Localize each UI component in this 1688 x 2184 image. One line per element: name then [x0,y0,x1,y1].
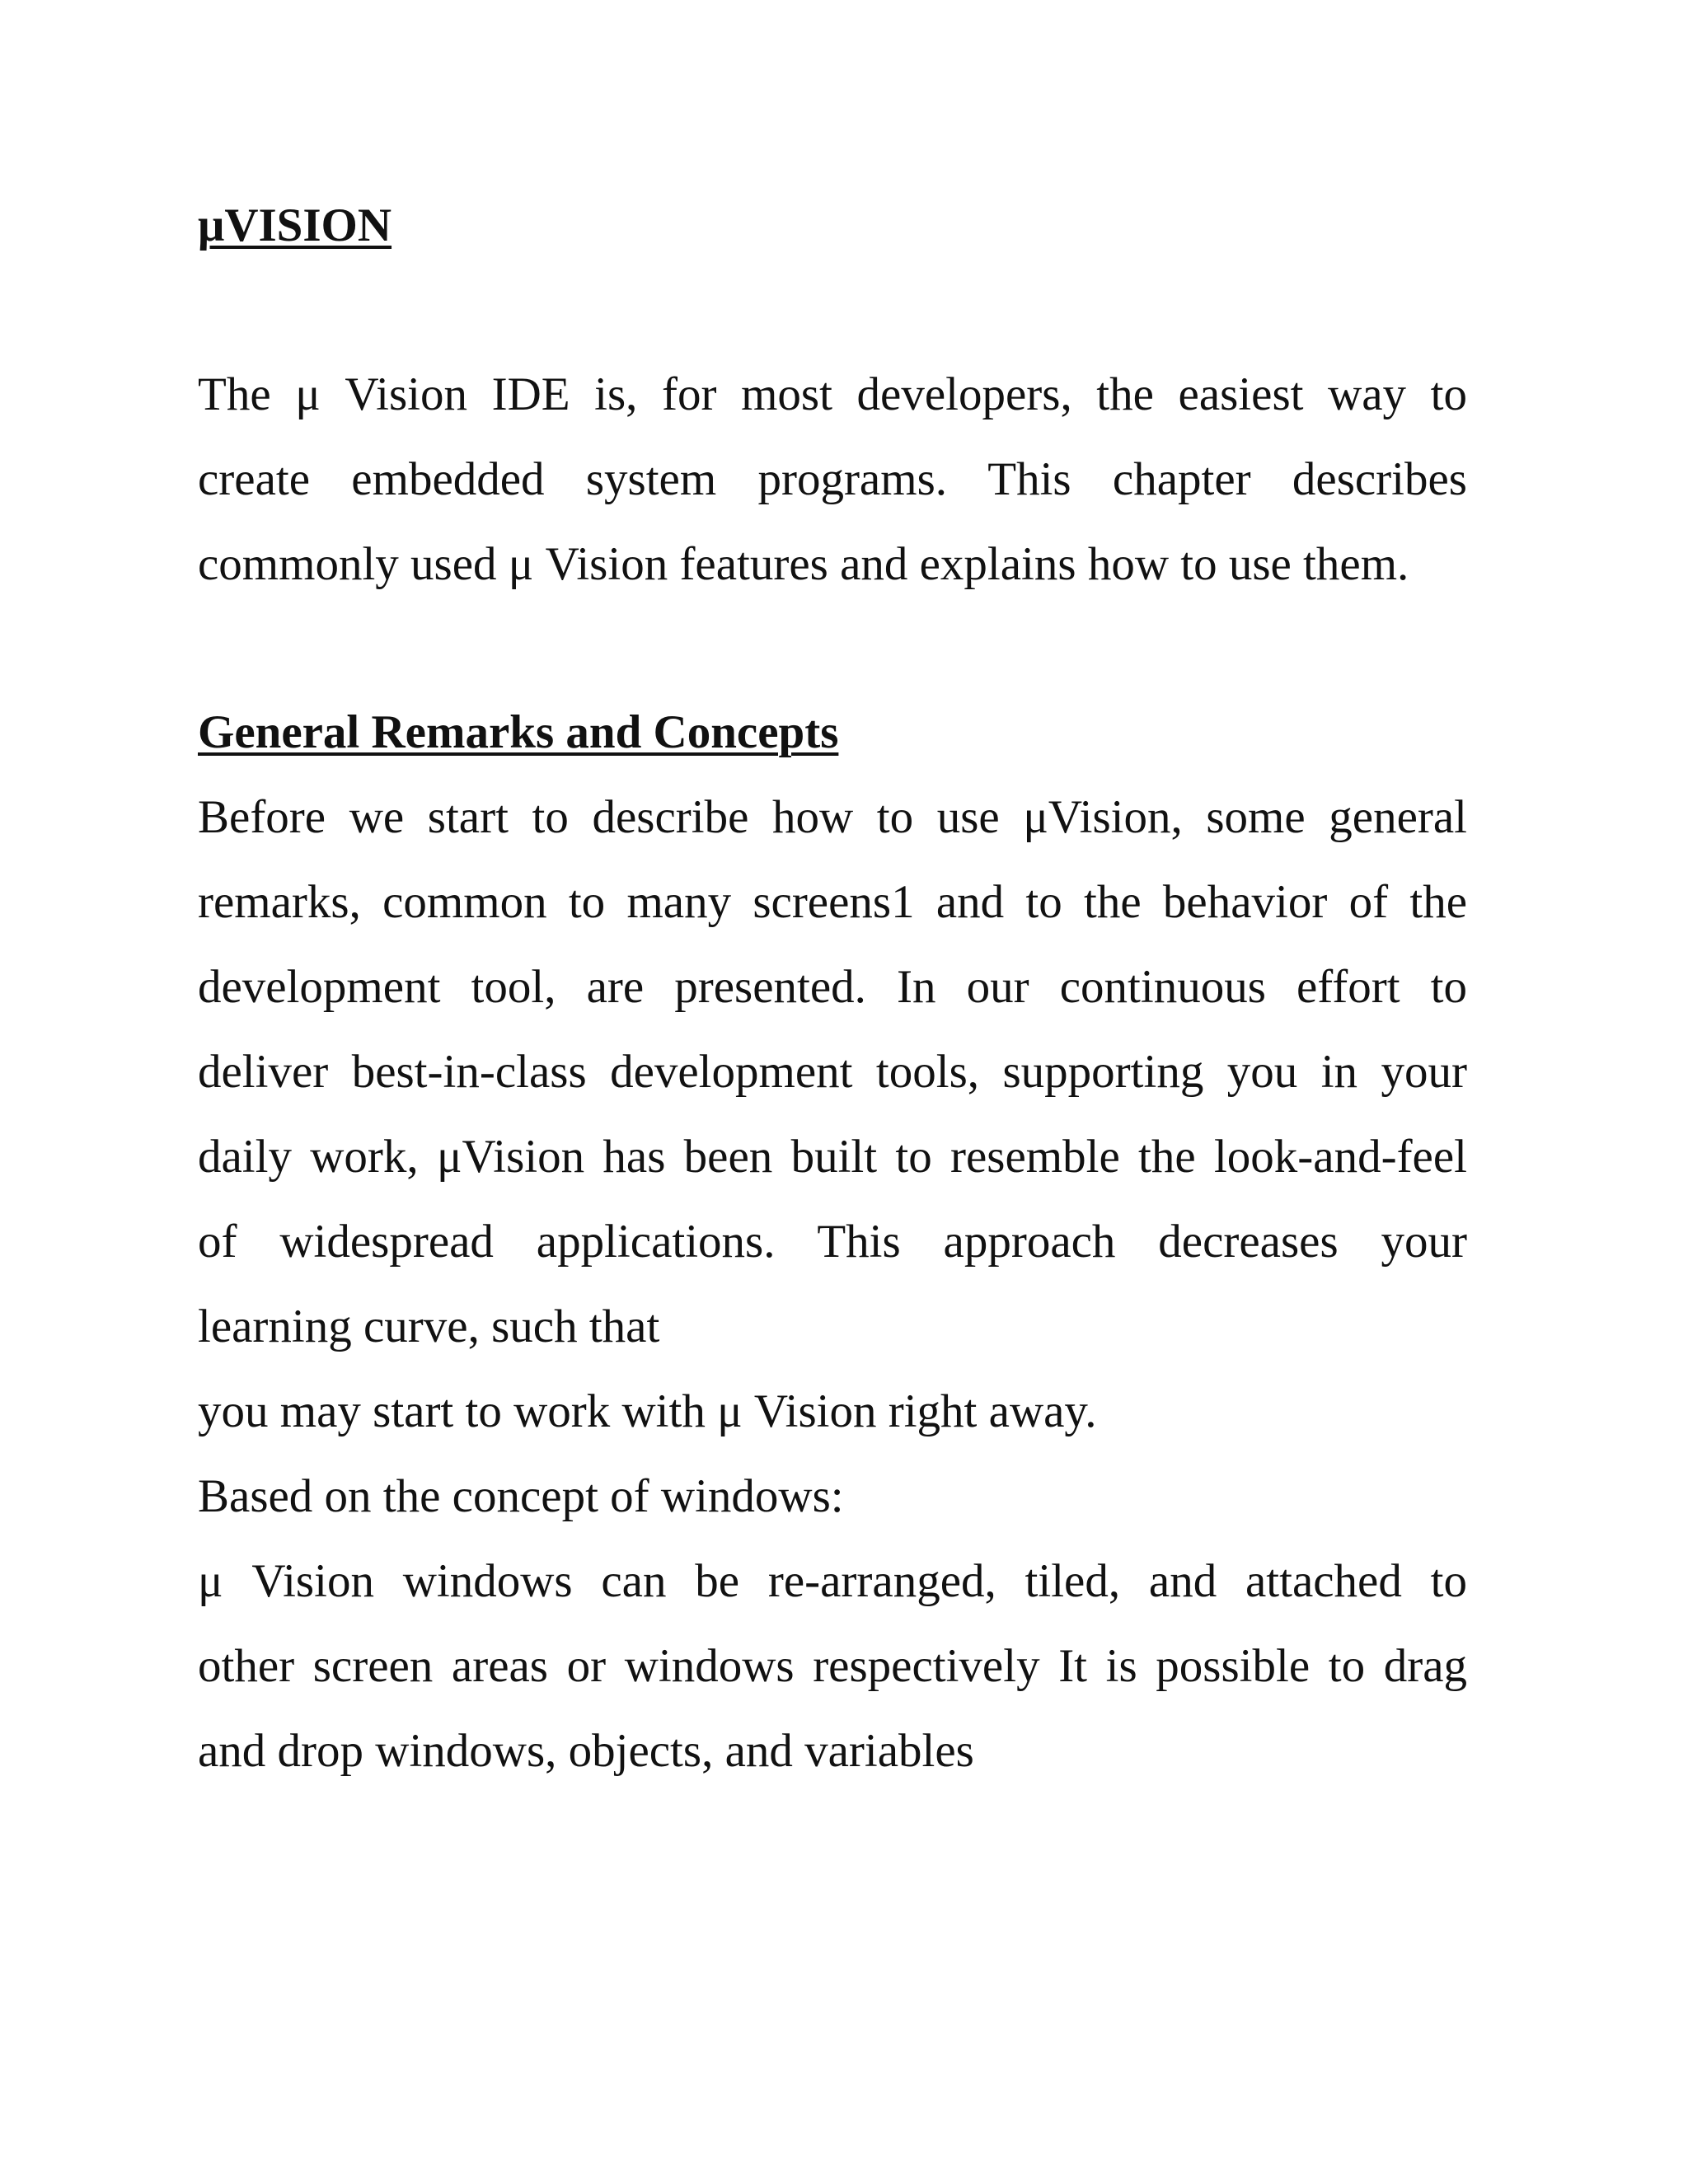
section-line: you may start to work with μ Vision right away. [198,1385,1097,1437]
page-title: μVISION [198,199,392,251]
section-line: Based on the concept of windows: [198,1470,844,1522]
section-paragraph [198,775,1467,1793]
section-line: development tool, are presented. In our continuous effort to [198,961,1467,1013]
section-line: μ Vision windows can be re-arranged, tiled, and attached to [198,1555,1467,1607]
intro-paragraph [198,352,1467,607]
section-line: and drop windows, objects, and variables [198,1725,974,1777]
section-line: of widespread applications. This approach decreases your [198,1216,1467,1268]
section-line: learning curve, such that [198,1301,660,1352]
intro-line: commonly used μ Vision features and explains how to use them. [198,538,1409,590]
section-line: other screen areas or windows respectively It is possible to drag [198,1640,1467,1692]
section-heading: General Remarks and Concepts [198,706,839,758]
section-line: daily work, μVision has been built to resemble the look-and-feel [198,1131,1467,1183]
section-line: deliver best-in-class development tools, supporting you in your [198,1046,1467,1098]
section-line: Before we start to describe how to use μVision, some general [198,791,1467,843]
intro-line: The μ Vision IDE is, for most developers, the easiest way to [198,368,1467,420]
section-line: remarks, common to many screens1 and to the behavior of the [198,876,1467,928]
intro-line: create embedded system programs. This chapter describes [198,453,1467,505]
